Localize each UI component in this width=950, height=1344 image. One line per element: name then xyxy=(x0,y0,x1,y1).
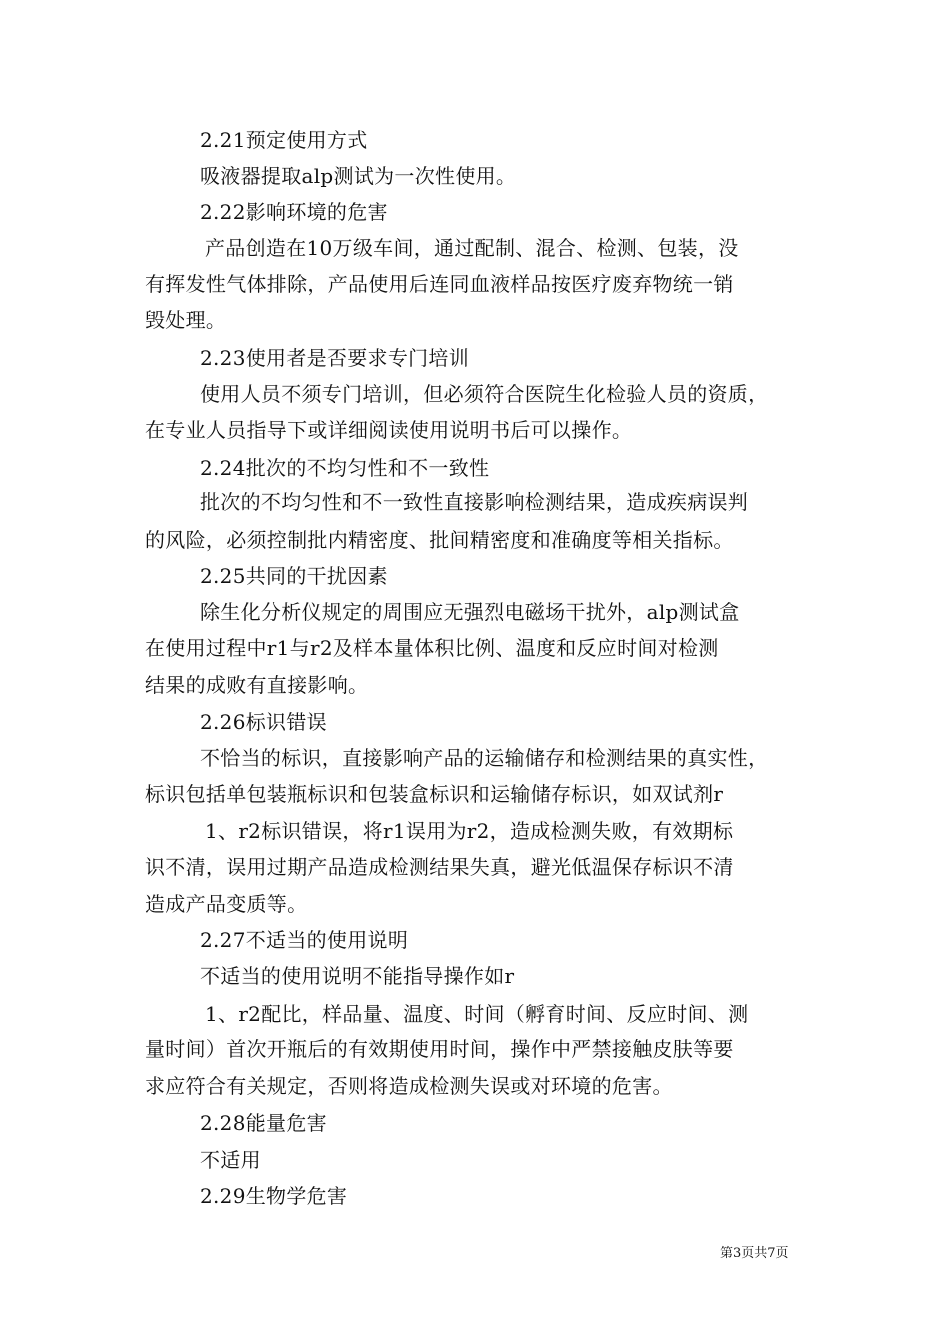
paragraph-line: 吸液器提取alp测试为一次性使用。 xyxy=(200,164,517,188)
paragraph-line: 不恰当的标识，直接影响产品的运输储存和检测结果的真实性， xyxy=(200,746,769,770)
section-heading-2-25: 2.25共同的干扰因素 xyxy=(200,564,388,588)
paragraph-line: 识不清，误用过期产品造成检测结果失真，避光低温保存标识不清 xyxy=(145,855,734,879)
section-heading-2-21: 2.21预定使用方式 xyxy=(200,128,368,152)
section-heading-2-24: 2.24批次的不均匀性和不一致性 xyxy=(200,456,490,480)
paragraph-line: 除生化分析仪规定的周围应无强烈电磁场干扰外，alp测试盒 xyxy=(200,600,740,624)
section-heading-2-23: 2.23使用者是否要求专门培训 xyxy=(200,346,470,370)
paragraph-line: 使用人员不须专门培训，但必须符合医院生化检验人员的资质， xyxy=(200,382,769,406)
paragraph-line: 在使用过程中r1与r2及样本量体积比例、温度和反应时间对检测 xyxy=(145,636,719,660)
paragraph-line: 结果的成败有直接影响。 xyxy=(145,673,369,697)
paragraph-line: 毁处理。 xyxy=(145,308,227,332)
section-heading-2-22: 2.22影响环境的危害 xyxy=(200,200,388,224)
paragraph-line: 量时间）首次开瓶后的有效期使用时间，操作中严禁接触皮肤等要 xyxy=(145,1037,734,1061)
paragraph-line: 造成产品变质等。 xyxy=(145,892,308,916)
paragraph-line: 在专业人员指导下或详细阅读使用说明书后可以操作。 xyxy=(145,418,633,442)
page-number-footer: 第3页共7页 xyxy=(720,1246,789,1261)
paragraph-line: 有挥发性气体排除，产品使用后连同血液样品按医疗废弃物统一销 xyxy=(145,272,734,296)
paragraph-line: 1、r2配比，样品量、温度、时间（孵育时间、反应时间、测 xyxy=(205,1002,749,1026)
paragraph-line: 标识包括单包装瓶标识和包装盒标识和运输储存标识，如双试剂r xyxy=(145,782,724,806)
section-heading-2-27: 2.27不适当的使用说明 xyxy=(200,928,409,952)
paragraph-line: 的风险，必须控制批内精密度、批间精密度和准确度等相关指标。 xyxy=(145,528,734,552)
paragraph-line: 不适用 xyxy=(200,1148,261,1172)
paragraph-line: 求应符合有关规定，否则将造成检测失误或对环境的危害。 xyxy=(145,1074,673,1098)
paragraph-line: 不适当的使用说明不能指导操作如r xyxy=(200,964,515,988)
section-heading-2-26: 2.26标识错误 xyxy=(200,710,327,734)
section-heading-2-28: 2.28能量危害 xyxy=(200,1111,327,1135)
paragraph-line: 批次的不均匀性和不一致性直接影响检测结果，造成疾病误判 xyxy=(200,490,749,514)
paragraph-line: 1、r2标识错误，将r1误用为r2，造成检测失败，有效期标 xyxy=(205,819,734,843)
section-heading-2-29: 2.29生物学危害 xyxy=(200,1184,348,1208)
paragraph-line: 产品创造在10万级车间，通过配制、混合、检测、包装，没 xyxy=(205,236,739,260)
